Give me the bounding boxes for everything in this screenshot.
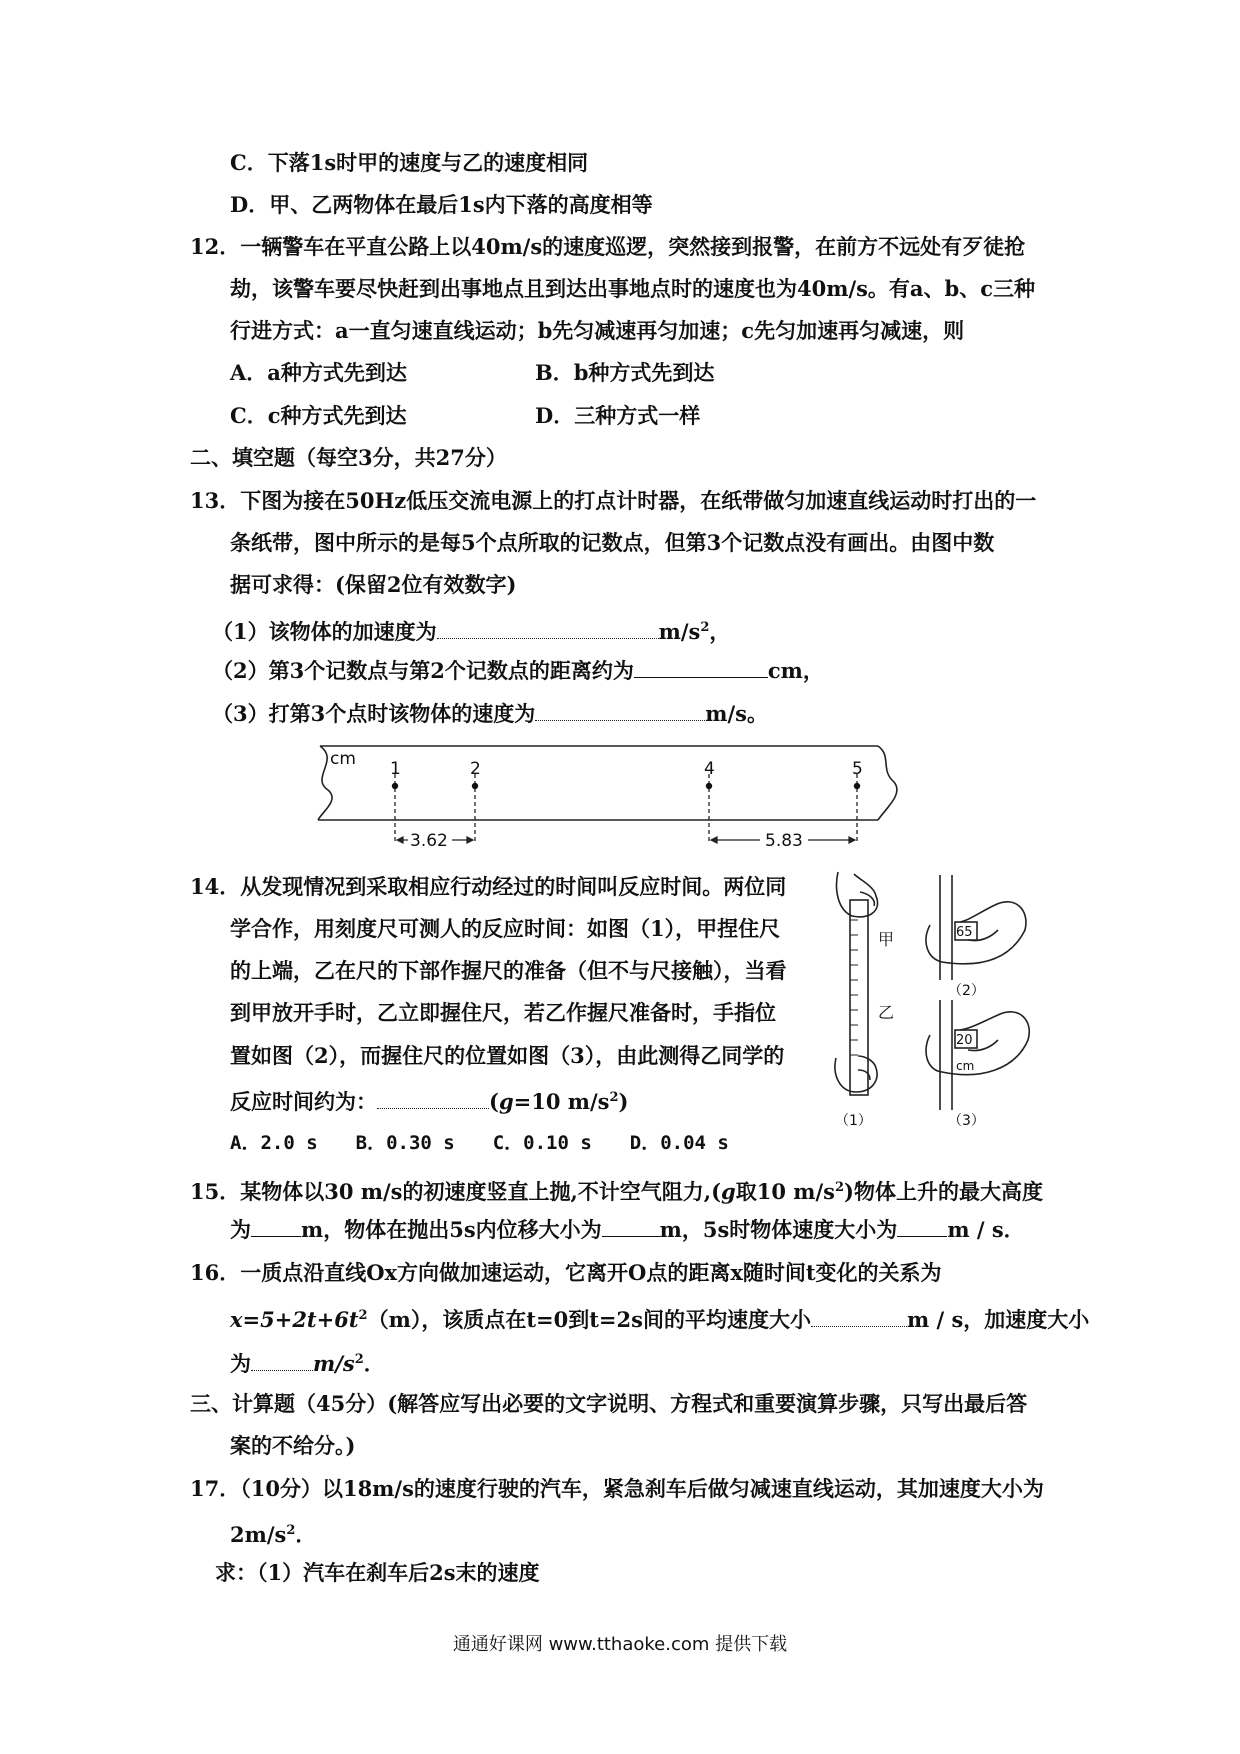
- q12-line1: [190, 232, 1025, 262]
- tape-label-5: 5: [852, 759, 863, 779]
- label-cm: cm: [956, 1059, 975, 1073]
- q14-line4: 到甲放开手时，乙立即握住尺，若乙作握尺准备时，手指位: [230, 1000, 776, 1025]
- tape-label-4: 4: [704, 759, 715, 779]
- q13-sub1-end: ，: [709, 619, 731, 644]
- tape-distance-12: 3.62: [410, 831, 448, 851]
- q13-line1: [190, 486, 1036, 516]
- ruler-fig1: [850, 900, 868, 1095]
- q12-number: 12．: [190, 234, 241, 259]
- q17-text2b: ．: [295, 1522, 317, 1547]
- tape-distance-45: 5.83: [765, 831, 803, 851]
- q13-text1: 下图为接在50Hz低压交流电源上的打点计时器，在纸带做匀加速直线运动时打出的一: [240, 488, 1037, 513]
- q14-number: 14．: [190, 874, 241, 899]
- label-20: 20: [956, 1033, 973, 1048]
- q14-blank[interactable]: [377, 1088, 489, 1109]
- q13-sub1-text: （1）该物体的加速度为: [212, 619, 437, 644]
- q14-g-symbol: g: [498, 1089, 514, 1114]
- dot-2: [472, 783, 478, 789]
- q14-line2: 学合作，用刻度尺可测人的反应时间：如图（1），甲捏住尺: [230, 916, 781, 941]
- q16-formula: x=5+2t+6t: [230, 1307, 359, 1332]
- q16-text3c: ．: [363, 1351, 385, 1376]
- caption-fig3: （3）: [948, 1113, 985, 1129]
- label-yi: 乙: [878, 1003, 895, 1022]
- q12-option-c: C．c种方式先到达: [230, 403, 407, 428]
- reaction-time-figure: [830, 870, 1045, 1130]
- tape-unit-label: cm: [330, 749, 356, 769]
- q12-option-a: A．a种方式先到达: [230, 360, 407, 385]
- q12-option-b: B．b种方式先到达: [535, 360, 715, 385]
- q14-line3: 的上端，乙在尺的下部作握尺的准备（但不与尺接触），当看: [230, 958, 787, 983]
- q12-text1: 一辆警车在平直公路上以40m/s的速度巡逻，突然接到报警，在前方不远处有歹徒抢: [240, 234, 1026, 259]
- q13-number: 13．: [190, 488, 241, 513]
- q14-text6: 反应时间约为：: [230, 1089, 377, 1114]
- q14-options: A．2.0 s B．0.30 s C．0.10 s D．0.04 s: [230, 1132, 729, 1154]
- hand-jia: [837, 872, 878, 917]
- q16-text1: 一质点沿直线Ox方向做加速运动，它离开O点的距离x随时间t变化的关系为: [240, 1260, 942, 1285]
- q14-line5: 置如图（2），而握住尺的位置如图（3），由此测得乙同学的: [230, 1043, 785, 1068]
- q15-blank2[interactable]: [602, 1216, 660, 1237]
- q13-sub1: [212, 613, 730, 647]
- q12-line2: 劫，该警车要尽快赶到出事地点且到达出事地点时的速度也为40m/s。有a、b、c三种: [230, 276, 1036, 301]
- q13-sub1-unit: m/s: [658, 619, 701, 644]
- section-3-heading: 三、计算题（45分）(解答应写出必要的文字说明、方程式和重要演算步骤，只写出最后答: [190, 1391, 1028, 1416]
- q16-text2c: m / s，加速度大小: [906, 1307, 1090, 1332]
- q17-text2a: 2m/s: [230, 1522, 287, 1547]
- q15-number: 15．: [190, 1179, 241, 1204]
- q15-text1a: 某物体以30 m/s的初速度竖直上抛,不计空气阻力,(: [240, 1179, 722, 1204]
- q15-blank3[interactable]: [897, 1216, 947, 1237]
- q15-text2c: m，5s时物体速度大小为: [659, 1217, 898, 1242]
- q17-line2: [230, 1516, 316, 1550]
- hand-yi: [835, 1056, 877, 1092]
- q16-number: 16．: [190, 1260, 241, 1285]
- q15-line2: [230, 1215, 1025, 1245]
- q17-line1: [190, 1474, 1044, 1504]
- q15-text1b: 取10 m/s: [735, 1179, 835, 1204]
- section-2-heading: 二、填空题（每空3分，共27分）: [190, 445, 507, 470]
- q16-blank1[interactable]: [811, 1306, 907, 1327]
- caption-fig1: （1）: [835, 1113, 872, 1129]
- section-3-heading-line2: 案的不给分。): [230, 1433, 356, 1458]
- q12-line3: 行进方式：a一直匀速直线运动；b先匀减速再匀加速；c先匀加速再匀减速，则: [230, 318, 965, 343]
- q15-text1c: )物体上升的最大高度: [844, 1179, 1043, 1204]
- q13-sub2: [212, 656, 824, 686]
- dot-4: [706, 783, 712, 789]
- q17-exp: 2: [286, 1523, 296, 1538]
- tape-label-1: 1: [390, 759, 401, 779]
- q16-unit: m/s: [313, 1351, 355, 1376]
- q16-unit-exp: 2: [354, 1352, 364, 1367]
- label-65: 65: [956, 925, 973, 940]
- tape-label-2: 2: [470, 759, 481, 779]
- q13-sub3-unit: m/s。: [705, 701, 768, 726]
- q13-sub1-exp: 2: [700, 620, 710, 635]
- q17-line3: 求：（1）汽车在刹车后2s末的速度: [215, 1560, 540, 1585]
- q15-g-symbol: g: [721, 1179, 736, 1204]
- q15-blank1[interactable]: [251, 1216, 301, 1237]
- q16-formula-exp: 2: [358, 1308, 368, 1323]
- q13-sub3: [212, 699, 768, 729]
- q16-line1: [190, 1258, 942, 1288]
- q14-text1: 从发现情况到采取相应行动经过的时间叫反应时间。两位同: [240, 874, 787, 899]
- q11-option-c: C．下落1s时甲的速度与乙的速度相同: [230, 150, 589, 175]
- q14-line6: 反应时间约为： (g=10 $m/s^2$): [230, 1089, 629, 1114]
- q16-text2b: （m），该质点在t=0到t=2s间的平均速度大小: [367, 1307, 811, 1332]
- q16-line3: [230, 1345, 385, 1379]
- q13-blank1[interactable]: [437, 618, 659, 639]
- q16-text3a: 为: [230, 1351, 251, 1376]
- q14-g-exp: 2: [609, 1090, 619, 1105]
- caption-fig2: （2）: [948, 983, 985, 999]
- q13-blank3[interactable]: [535, 700, 705, 721]
- dot-5: [854, 783, 860, 789]
- q15-text2d: m / s．: [947, 1217, 1025, 1242]
- q12-option-d: D．三种方式一样: [535, 403, 701, 428]
- q14-g-value: =10 m/s: [513, 1089, 610, 1114]
- paper-tape-diagram: [300, 738, 910, 858]
- q16-line2: [230, 1301, 1089, 1335]
- q13-line2: 条纸带，图中所示的是每5个点所取的记数点，但第3个记数点没有画出。由图中数: [230, 530, 995, 555]
- q15-exp: 2: [834, 1180, 845, 1195]
- q17-text1: （10分）以18m/s的速度行驶的汽车，紧急刹车后做匀减速直线运动，其加速度大小为: [240, 1476, 1044, 1501]
- q11-option-d: D．甲、乙两物体在最后1s内下落的高度相等: [230, 192, 653, 217]
- q13-blank2[interactable]: [634, 657, 768, 678]
- hand-fig2: [926, 902, 1026, 964]
- q15-text2a: 为: [230, 1217, 251, 1242]
- label-jia: 甲: [878, 930, 895, 949]
- q13-sub2-unit: cm，: [767, 658, 824, 683]
- tape-right-tear: [878, 746, 897, 820]
- q15-line1: [190, 1173, 1043, 1207]
- page-footer: 通通好课网 www.tthaoke.com 提供下载: [452, 1634, 788, 1655]
- dot-1: [392, 783, 398, 789]
- q16-blank2[interactable]: [251, 1350, 313, 1371]
- q14-line1: [190, 872, 786, 902]
- q13-sub3-text: （3）打第3个点时该物体的速度为: [212, 701, 536, 726]
- q13-line3: 据可求得：(保留2位有效数字): [230, 572, 517, 597]
- q17-number: 17．: [190, 1476, 241, 1501]
- q13-sub2-text: （2）第3个记数点与第2个记数点的距离约为: [212, 658, 634, 683]
- q15-text2b: m，物体在抛出5s内位移大小为: [301, 1217, 602, 1242]
